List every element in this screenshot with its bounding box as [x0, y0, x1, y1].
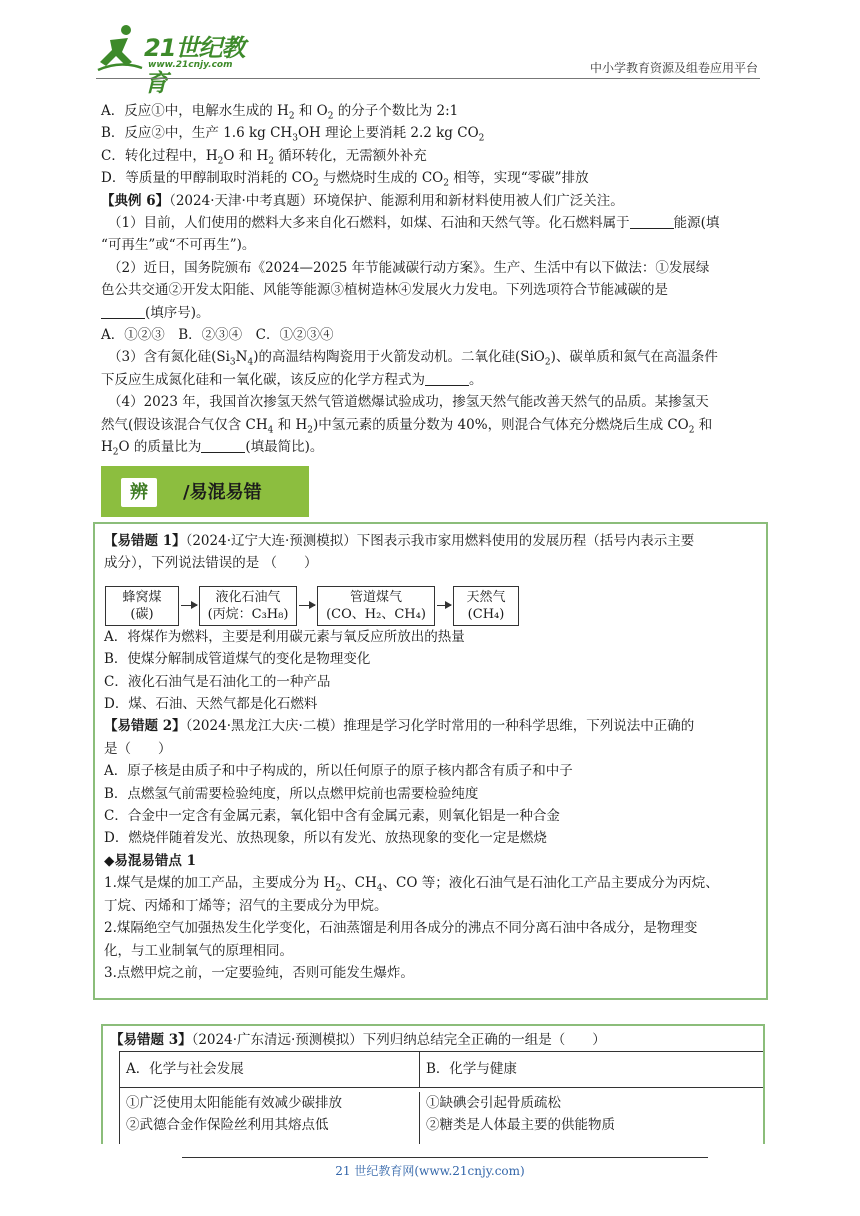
err2-option-d: D．燃烧伴随着发光、放热现象，所以有发光、放热现象的变化一定是燃烧	[104, 830, 547, 847]
err2-option-a: A．原子核是由质子和中子构成的，所以任何原子的原子核内都含有质子和中子	[104, 763, 573, 780]
fuel-flow-diagram	[105, 586, 505, 631]
answer-blank	[201, 438, 245, 453]
section-banner	[101, 466, 309, 517]
flow-box-lpg: 液化石油气 (丙烷：C₃H₈)	[199, 586, 297, 626]
tip-line-3: 2.煤隔绝空气加强热发生化学变化，石油蒸馏是利用各成分的沸点不同分离石油中各成分，是物理变	[104, 920, 698, 937]
header-divider	[96, 78, 760, 79]
pre-option-c: C．转化过程中，$H_2O$ 和 $H_2$ 循环转化，无需额外补充	[101, 147, 427, 167]
flow-arrow	[437, 605, 451, 606]
answer-blank	[101, 304, 145, 319]
banner-label: /易混易错	[183, 482, 262, 503]
tip-line-2: 丁烷、丙烯和丁烯等；沼气的主要成分为甲烷。	[104, 897, 388, 914]
example6-q1: （1）目前，人们使用的燃料大多来自化石燃料，如煤、石油和天然气等。化石燃料属于 能源(填	[108, 215, 720, 232]
mistake-box-3	[101, 1024, 765, 1144]
runner-logo-icon	[96, 22, 144, 74]
tip-line-4: 化，与工业制氧气的原理相同。	[104, 942, 293, 959]
err1-option-d: D．煤、石油、天然气都是化石燃料	[104, 696, 318, 713]
err1-heading: 【易错题 1】（2024·辽宁大连·预测模拟）下图表示我市家用燃料使用的发展历程（括号内表示主要	[104, 533, 695, 549]
err1-option-b: B．使煤分解制成管道煤气的变化是物理变化	[104, 651, 371, 668]
footer-link[interactable]: 21 世纪教育网(www.21cnjy.com)	[335, 1164, 525, 1178]
pre-option-b: B．反应②中，生产 1.6 kg $CH_3OH$ 理论上要消耗 2.2 kg $CO_2$	[101, 125, 485, 145]
err3-heading: 【易错题 3】（2024·广东清远·预测模拟）下列归纳总结完全正确的一组是（ ）	[110, 1032, 606, 1048]
err1-heading-cont: 成分），下列说法错误的是 （ ）	[104, 555, 318, 572]
example6-q4-end: $H_2O$ 的质量比为 (填最简比)。	[101, 439, 324, 458]
platform-name: 中小学教育资源及组卷应用平台	[589, 61, 758, 75]
example6-q2-cont: 色公共交通②开发太阳能、风能等能源③植树造林④发展火力发电。下列选项符合节能减碳的是	[101, 282, 668, 299]
flow-box-coal: 蜂窝煤 (碳)	[105, 586, 179, 626]
err3-table	[119, 1051, 765, 1144]
err2-heading: 【易错题 2】（2024·黑龙江大庆·二模）推理是学习化学时常用的一种科学思维，下列说法中正确的	[104, 718, 695, 735]
example6-q2-options: A．①②③ B．②③④ C．①②③④	[101, 327, 334, 344]
table-cell-a: ①广泛使用太阳能能有效减少碳排放 ②武德合金作保险丝利用其熔点低	[120, 1092, 420, 1144]
page-header	[96, 22, 760, 97]
example6-q4: （4）2023 年，我国首次掺氢天然气管道燃爆试验成功，掺氢天然气能改善天然气的品质。某掺氢天	[108, 394, 709, 411]
tip-line-1: 1.煤气是煤的加工产品，主要成分为 $H_2$、$CH_4$、CO 等；液化石油气是石油化工产品主要成分为丙烷、	[104, 875, 719, 894]
answer-blank	[630, 214, 674, 229]
flow-arrow	[299, 605, 315, 606]
err1-option-a: A．将煤作为燃料，主要是利用碳元素与氧反应所放出的热量	[104, 628, 465, 645]
site-logo	[96, 22, 266, 97]
example6-q2: （2）近日，国务院颁布《2024—2025 年节能减碳行动方案》。生产、生活中有以下做法：①发展绿	[108, 259, 710, 276]
footer-divider	[182, 1157, 708, 1158]
table-header-a: A．化学与社会发展	[120, 1052, 420, 1088]
pre-option-d: D．等质量的甲醇制取时消耗的 $CO_2$ 与燃烧时生成的 $CO_2$ 相等，实现“零碳”排放	[101, 170, 589, 189]
err1-option-c: C．液化石油气是石油化工的一种产品	[104, 673, 331, 690]
flow-arrow	[181, 605, 197, 606]
question-content	[101, 100, 769, 459]
flow-box-natural-gas: 天然气 (CH₄)	[453, 586, 519, 626]
example6-q3: （3）含有氮化硅$(Si_3N_4)$的高温结构陶瓷用于火箭发动机。二氧化硅(SiO$_2$)、碳单质和氮气在高温条件	[108, 349, 718, 369]
err2-heading-cont: 是（ ）	[104, 740, 172, 757]
example6-q2-blank: (填序号)。	[101, 302, 769, 324]
tip-title: ◆易混易错点 1	[104, 852, 196, 869]
err2-option-b: B．点燃氢气前需要检验纯度，所以点燃甲烷前也需要检验纯度	[104, 785, 479, 802]
mistake-box	[93, 522, 768, 1000]
table-cell-b: ①缺碘会引起骨质疏松 ②糖类是人体最主要的供能物质	[426, 1095, 615, 1133]
answer-blank	[425, 371, 469, 386]
example6-q1-cont: “可再生”或“不可再生”)。	[101, 237, 256, 254]
example6-heading: 【典例 6】（2024·天津·中考真题）环境保护、能源利用和新材料使用被人们广泛关注。	[101, 192, 624, 209]
logo-url: www.21cnjy.com	[148, 60, 233, 70]
table-header-b: B．化学与健康	[420, 1052, 765, 1088]
tip-line-5: 3.点燃甲烷之前，一定要验纯，否则可能发生爆炸。	[104, 964, 414, 981]
flow-box-pipe-gas: 管道煤气 (CO、H₂、CH₄)	[317, 586, 435, 626]
example6-q4-cont: 然气(假设该混合气仅含 $CH_4$ 和 $H_2$)中氢元素的质量分数为 40%，则混合气体充分燃烧后生成 $CO_2$ 和	[101, 416, 713, 436]
banner-badge: 辨	[121, 478, 157, 507]
pre-option-a: A．反应①中，电解水生成的 $H_2$ 和 $O_2$ 的分子个数比为 2:1	[101, 103, 459, 122]
err2-option-c: C．合金中一定含有金属元素，氧化铝中含有金属元素，则氧化铝是一种合金	[104, 808, 560, 825]
logo-text: 21世纪教育	[144, 34, 245, 97]
example6-q3-cont: 下反应生成氮化硅和一氧化碳，该反应的化学方程式为 。	[101, 371, 483, 388]
